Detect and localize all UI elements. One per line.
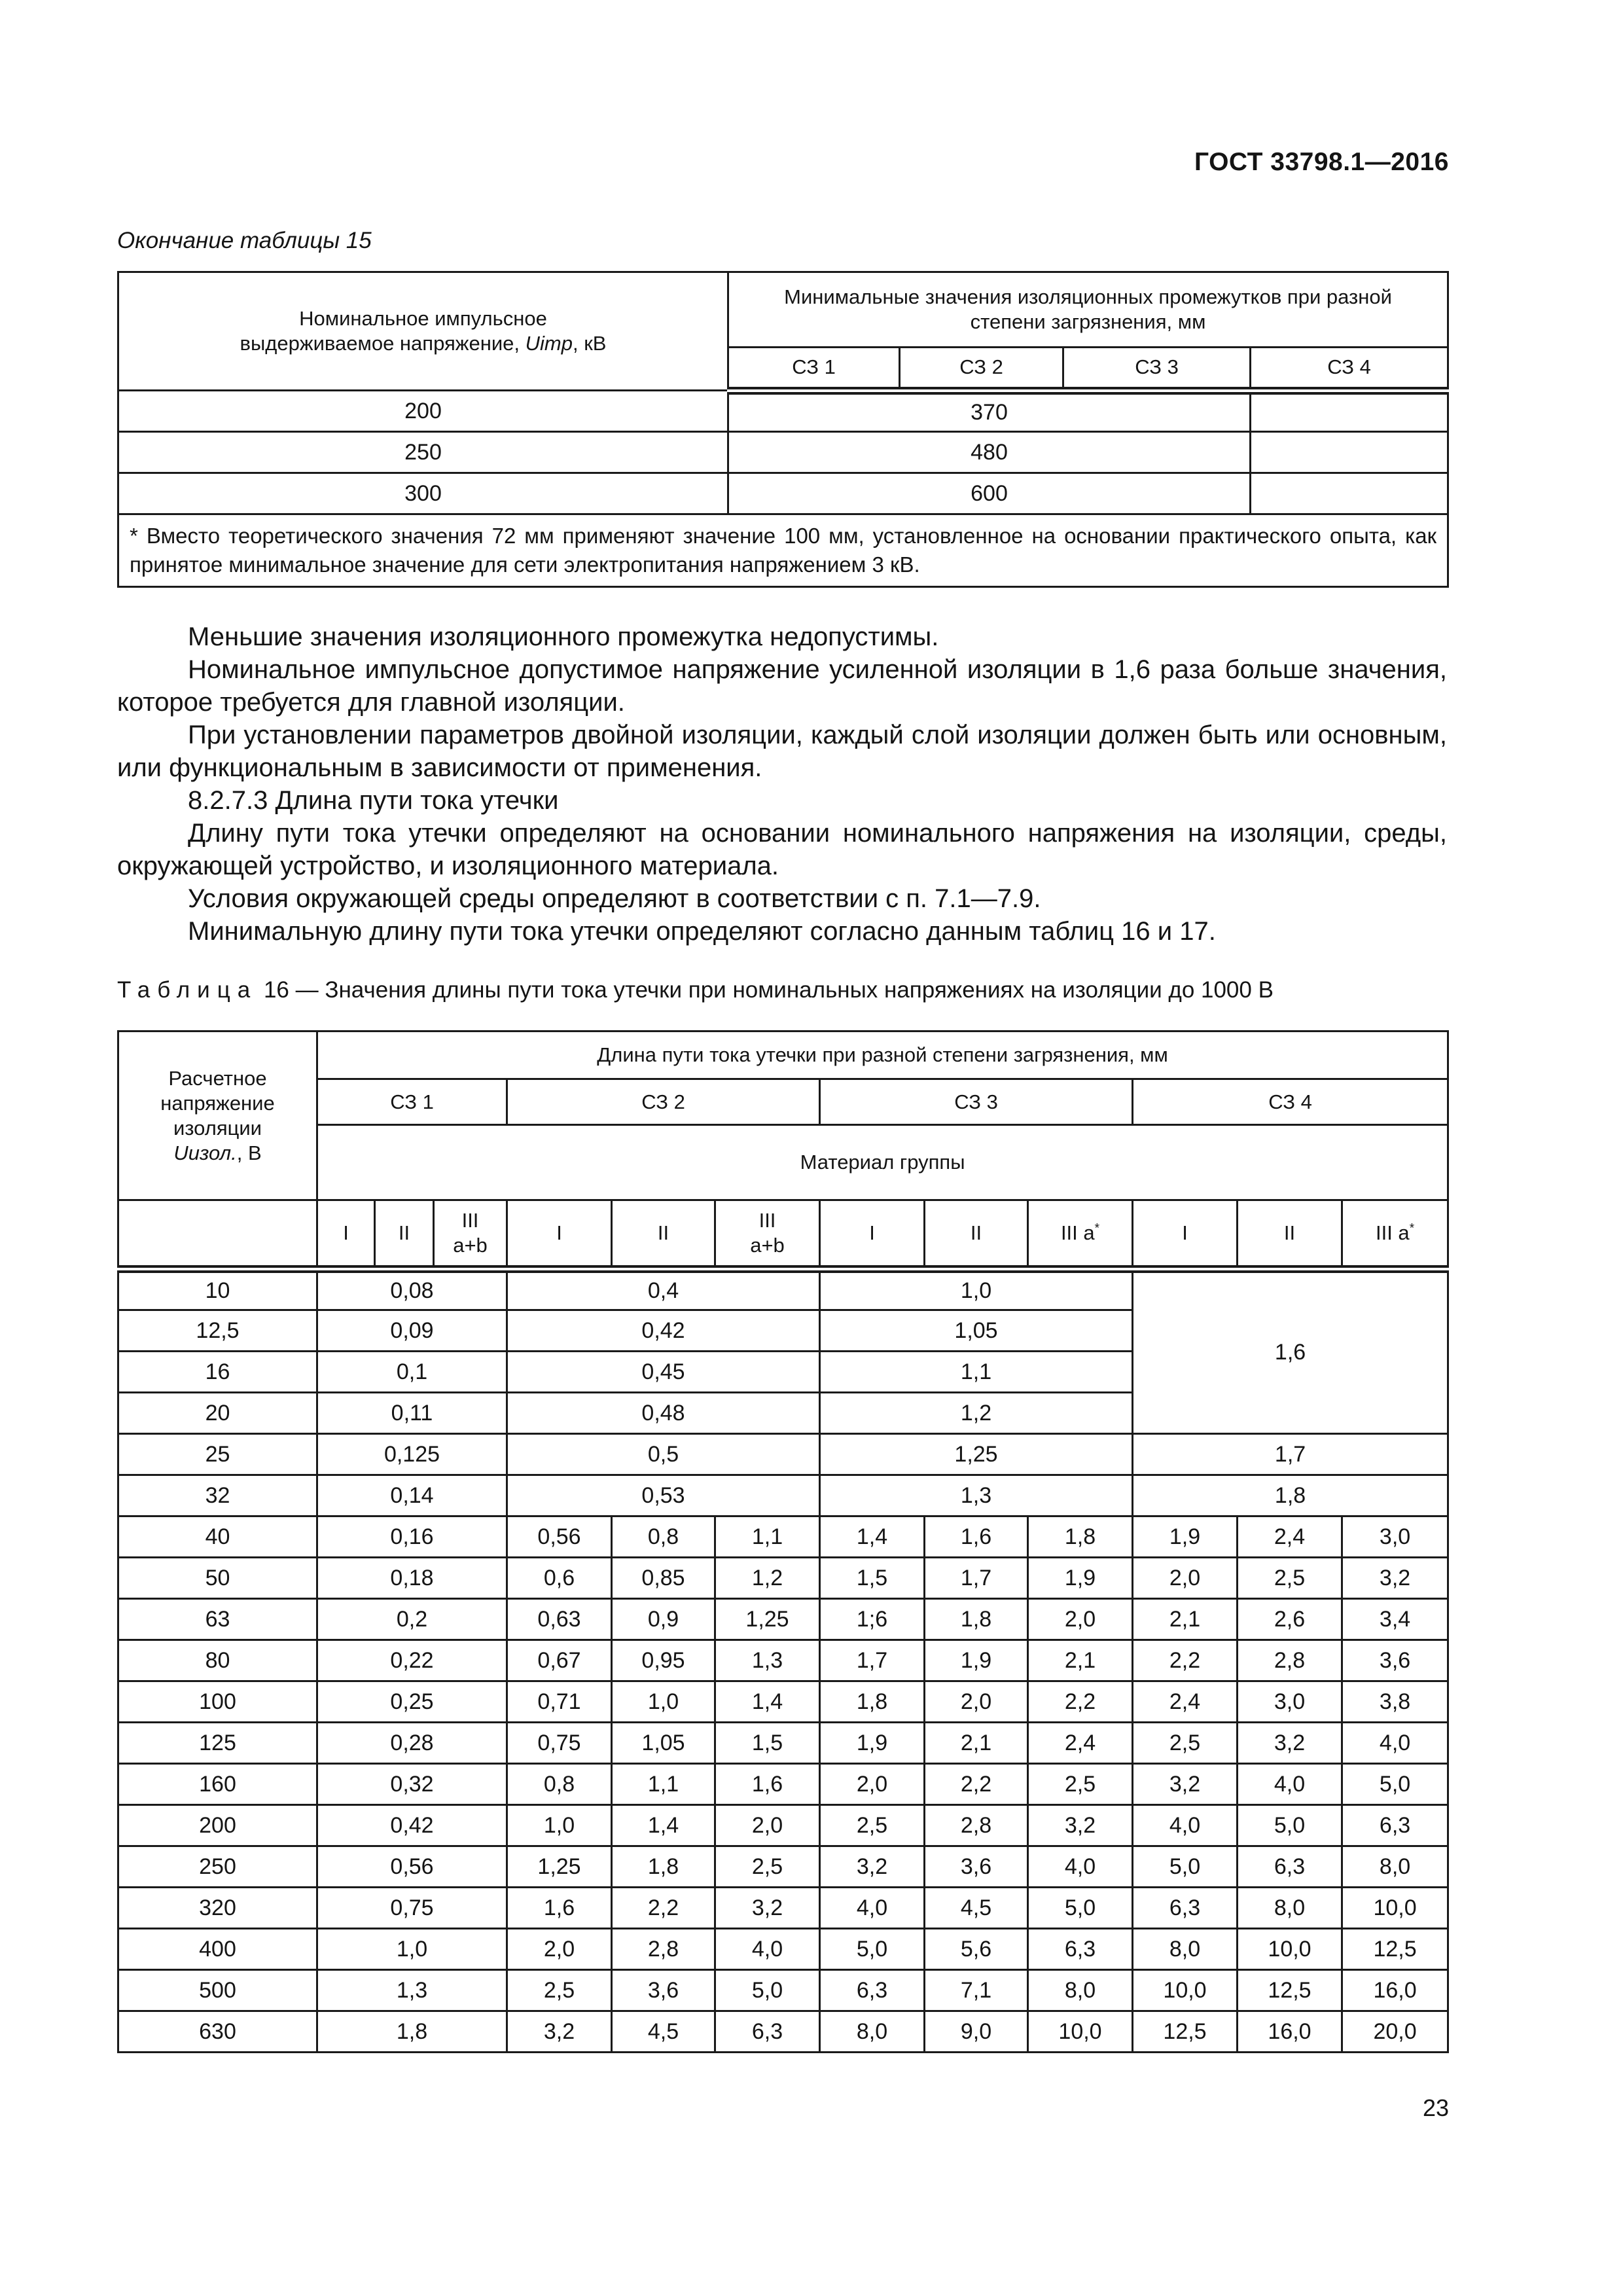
- table-cell: 0,09: [317, 1310, 507, 1352]
- table-cell: 2,5: [1028, 1764, 1133, 1805]
- voltage-cell: 10: [118, 1269, 317, 1310]
- table-cell: 4,5: [925, 1888, 1028, 1929]
- table-cell: 0,67: [507, 1640, 612, 1681]
- table-cell: 0,08: [317, 1269, 507, 1310]
- paragraph: Условия окружающей среды определяют в соответствии с п. 7.1—7.9.: [188, 884, 1041, 913]
- table-row: [118, 1888, 1448, 1929]
- table-cell: 2,8: [1238, 1640, 1342, 1681]
- table-cell: 3,4: [1342, 1599, 1448, 1640]
- table-cell: 0,5: [507, 1434, 820, 1475]
- table-row: [118, 1723, 1448, 1764]
- table16-sz2-header: СЗ 2: [507, 1079, 820, 1125]
- table-cell: 1,3: [820, 1475, 1133, 1516]
- voltage-cell: 50: [118, 1558, 317, 1599]
- table16-sz4-header: СЗ 4: [1133, 1079, 1448, 1125]
- table-cell: 2,8: [612, 1929, 715, 1970]
- table-cell: 0,63: [507, 1599, 612, 1640]
- table-cell: 3,2: [715, 1888, 820, 1929]
- table-cell: 1,25: [820, 1434, 1133, 1475]
- table-cell: 1,0: [820, 1269, 1133, 1310]
- table-cell: 3,0: [1342, 1516, 1448, 1558]
- table-cell: 3,8: [1342, 1681, 1448, 1723]
- table-cell: 2,0: [1028, 1599, 1133, 1640]
- table-row: [118, 1846, 1448, 1888]
- table-cell: 1,7: [1133, 1434, 1448, 1475]
- table-cell: 1,6: [925, 1516, 1028, 1558]
- table-cell: 2,4: [1028, 1723, 1133, 1764]
- paragraph: Меньшие значения изоляционного промежутка недопустимы.: [188, 622, 939, 651]
- voltage-cell: 40: [118, 1516, 317, 1558]
- table-cell: 8,0: [1238, 1888, 1342, 1929]
- paragraph: Минимальную длину пути тока утечки определяют согласно данным таблиц 16 и 17.: [188, 917, 1216, 946]
- material-group-i: I: [1133, 1200, 1238, 1269]
- table-cell: 1,6: [715, 1764, 820, 1805]
- table-cell: 1,3: [317, 1970, 507, 2011]
- table-cell: 0,25: [317, 1681, 507, 1723]
- table-cell: 1,05: [820, 1310, 1133, 1352]
- table-row: [118, 1640, 1448, 1681]
- table-cell: 12,5: [1133, 2011, 1238, 2053]
- table-cell: 1,4: [715, 1681, 820, 1723]
- table-cell: 3,6: [925, 1846, 1028, 1888]
- table-cell: 2,1: [1028, 1640, 1133, 1681]
- voltage-cell: 16: [118, 1352, 317, 1393]
- table-cell: 0,8: [612, 1516, 715, 1558]
- table16-body: [118, 1031, 1448, 2053]
- voltage-cell: 630: [118, 2011, 317, 2053]
- table-row: 200 370: [118, 391, 1448, 432]
- voltage-cell: 20: [118, 1393, 317, 1434]
- table-cell: 2,6: [1238, 1599, 1342, 1640]
- voltage-cell: 125: [118, 1723, 317, 1764]
- table-cell: 1,0: [612, 1681, 715, 1723]
- table-cell: 6,3: [1133, 1888, 1238, 1929]
- table-cell: 6,3: [1238, 1846, 1342, 1888]
- table15: [117, 271, 1449, 588]
- table-cell: 1,9: [1133, 1516, 1238, 1558]
- table-cell: 1,1: [820, 1352, 1133, 1393]
- table-cell: 3,2: [1342, 1558, 1448, 1599]
- table-cell: 2,4: [1238, 1516, 1342, 1558]
- table-cell: 1,5: [820, 1558, 925, 1599]
- table-cell: 1,1: [715, 1516, 820, 1558]
- voltage-cell: 500: [118, 1970, 317, 2011]
- table16: [117, 1030, 1449, 2053]
- table-cell: 2,1: [925, 1723, 1028, 1764]
- page-number: 23: [1422, 2094, 1449, 2121]
- table-cell: 8,0: [1133, 1929, 1238, 1970]
- table-row: [118, 1434, 1448, 1475]
- table-cell: 0,71: [507, 1681, 612, 1723]
- voltage-cell: 25: [118, 1434, 317, 1475]
- table-cell: 2,0: [507, 1929, 612, 1970]
- voltage-cell: 160: [118, 1764, 317, 1805]
- table-cell: 16,0: [1238, 2011, 1342, 2053]
- table-cell: 10,0: [1028, 2011, 1133, 2053]
- table-cell: 1,3: [715, 1640, 820, 1681]
- body-text: [117, 620, 1447, 948]
- table-cell: 9,0: [925, 2011, 1028, 2053]
- table-cell: 1,1: [612, 1764, 715, 1805]
- table16-material-header: Материал группы: [317, 1125, 1448, 1200]
- table-cell: 10,0: [1133, 1970, 1238, 2011]
- material-group-iii-ab: III a+b: [715, 1200, 820, 1269]
- table16-sz3-header: СЗ 3: [820, 1079, 1133, 1125]
- table-cell: 0,14: [317, 1475, 507, 1516]
- table-cell: 2,5: [1133, 1723, 1238, 1764]
- table-cell: 0,18: [317, 1558, 507, 1599]
- voltage-cell: 63: [118, 1599, 317, 1640]
- table-cell: 0,22: [317, 1640, 507, 1681]
- table-cell: 4,0: [1133, 1805, 1238, 1846]
- table-cell: 1,2: [715, 1558, 820, 1599]
- section-heading: 8.2.7.3 Длина пути тока утечки: [188, 786, 559, 815]
- table-cell: 0,48: [507, 1393, 820, 1434]
- table-cell: 0,56: [317, 1846, 507, 1888]
- table-row: 250 480: [118, 432, 1448, 473]
- table-cell: 5,0: [1342, 1764, 1448, 1805]
- table-cell: 10,0: [1238, 1929, 1342, 1970]
- table-cell: 6,3: [1028, 1929, 1133, 1970]
- table-row: [118, 1681, 1448, 1723]
- table-cell: 12,5: [1238, 1970, 1342, 2011]
- table-cell: 4,5: [612, 2011, 715, 2053]
- table-cell: 1,05: [612, 1723, 715, 1764]
- table-cell: 1,9: [820, 1723, 925, 1764]
- table-cell: 2,5: [1238, 1558, 1342, 1599]
- table-cell: 1,7: [820, 1640, 925, 1681]
- table-cell: 5,0: [1133, 1846, 1238, 1888]
- table-cell: 8,0: [820, 2011, 925, 2053]
- voltage-cell: 320: [118, 1888, 317, 1929]
- table-cell: 2,0: [715, 1805, 820, 1846]
- table-cell: 3,2: [1028, 1805, 1133, 1846]
- voltage-cell: 100: [118, 1681, 317, 1723]
- table-cell: 1,4: [612, 1805, 715, 1846]
- table-cell: 2,4: [1133, 1681, 1238, 1723]
- table-cell: 4,0: [1238, 1764, 1342, 1805]
- table-row: [118, 1764, 1448, 1805]
- table-row: [118, 1269, 1448, 1310]
- table15-footnote: * Вместо теоретического значения 72 мм применяют значение 100 мм, установленное на основании практического опыта, как принятое минимальное значение для сети электропитания напряжением 3 кВ.: [118, 514, 1448, 587]
- table-cell: 3,0: [1238, 1681, 1342, 1723]
- table-cell: 2,8: [925, 1805, 1028, 1846]
- table-cell: 5,0: [715, 1970, 820, 2011]
- table-cell: 2,2: [925, 1764, 1028, 1805]
- table-cell: 3,6: [1342, 1640, 1448, 1681]
- table15-sz2-header: СЗ 2: [900, 348, 1063, 391]
- material-group-i: I: [507, 1200, 612, 1269]
- table-cell: 1,8: [1028, 1516, 1133, 1558]
- table-cell: 1,8: [612, 1846, 715, 1888]
- voltage-cell: 32: [118, 1475, 317, 1516]
- material-group-ii: II: [375, 1200, 434, 1269]
- table-cell: 6,3: [820, 1970, 925, 2011]
- voltage-cell: 400: [118, 1929, 317, 1970]
- table-cell: 0,85: [612, 1558, 715, 1599]
- table-cell: 0,53: [507, 1475, 820, 1516]
- table-cell: 2,2: [1133, 1640, 1238, 1681]
- table-cell: 2,5: [715, 1846, 820, 1888]
- table-cell: 0,95: [612, 1640, 715, 1681]
- table-row: [118, 1970, 1448, 2011]
- table-cell: 0,11: [317, 1393, 507, 1434]
- table-cell: 1,7: [925, 1558, 1028, 1599]
- document-code: ГОСТ 33798.1—2016: [1194, 148, 1449, 176]
- table-cell: 2,1: [1133, 1599, 1238, 1640]
- table-cell: 5,6: [925, 1929, 1028, 1970]
- sz4-merged-cell: 1,6: [1133, 1269, 1448, 1434]
- table-cell: 8,0: [1342, 1846, 1448, 1888]
- table15-voltage-header: Номинальное импульсное выдерживаемое напряжение, Uimp, кВ: [118, 272, 728, 391]
- voltage-cell: 200: [118, 1805, 317, 1846]
- table-cell: 1,8: [1133, 1475, 1448, 1516]
- table-cell: 2,0: [925, 1681, 1028, 1723]
- table-row: [118, 1599, 1448, 1640]
- table-cell: 5,0: [1028, 1888, 1133, 1929]
- table-cell: 1,2: [820, 1393, 1133, 1434]
- paragraph: Номинальное импульсное допустимое напряжение усиленной изоляции в 1,6 раза больше значения, которое требуется для главной изоляции.: [117, 655, 1447, 717]
- table-cell: 1,0: [507, 1805, 612, 1846]
- table-cell: 1,4: [820, 1516, 925, 1558]
- material-group-iii-ab: III a+b: [434, 1200, 507, 1269]
- table-cell: 0,56: [507, 1516, 612, 1558]
- table-cell: 3,2: [1238, 1723, 1342, 1764]
- table-cell: 0,4: [507, 1269, 820, 1310]
- table-cell: 0,75: [507, 1723, 612, 1764]
- table-cell: 1,25: [507, 1846, 612, 1888]
- paragraph: При установлении параметров двойной изоляции, каждый слой изоляции должен быть или основным, или функциональным в зависимости от применения.: [117, 721, 1447, 782]
- table15-sz4-header: СЗ 4: [1251, 348, 1448, 391]
- material-group-ii: II: [612, 1200, 715, 1269]
- table-row: [118, 1805, 1448, 1846]
- table-cell: 3,6: [612, 1970, 715, 2011]
- table15-sz1-header: СЗ 1: [728, 348, 900, 391]
- table-row: [118, 1475, 1448, 1516]
- table-row: [118, 1929, 1448, 1970]
- material-group-iiia: III a*: [1342, 1200, 1448, 1269]
- table-cell: 0,125: [317, 1434, 507, 1475]
- table-cell: 2,2: [1028, 1681, 1133, 1723]
- table-cell: 2,0: [1133, 1558, 1238, 1599]
- table-cell: 4,0: [715, 1929, 820, 1970]
- table-cell: 10,0: [1342, 1888, 1448, 1929]
- table-cell: 0,32: [317, 1764, 507, 1805]
- material-group-i: I: [820, 1200, 925, 1269]
- table-cell: 2,0: [820, 1764, 925, 1805]
- table-cell: 2,5: [507, 1970, 612, 2011]
- table-cell: 0,1: [317, 1352, 507, 1393]
- table-cell: 1,8: [317, 2011, 507, 2053]
- table-cell: 2,5: [820, 1805, 925, 1846]
- table-cell: 6,3: [1342, 1805, 1448, 1846]
- table16-group-header: Длина пути тока утечки при разной степени загрязнения, мм: [317, 1031, 1448, 1079]
- table-row: [118, 1516, 1448, 1558]
- voltage-cell: 250: [118, 1846, 317, 1888]
- table-cell: 16,0: [1342, 1970, 1448, 2011]
- material-group-i: I: [317, 1200, 375, 1269]
- table-cell: 3,2: [820, 1846, 925, 1888]
- table-cell: 1,9: [925, 1640, 1028, 1681]
- table-cell: 0,9: [612, 1599, 715, 1640]
- table-cell: 0,42: [507, 1310, 820, 1352]
- table-cell: 1,8: [820, 1681, 925, 1723]
- table-cell: 4,0: [1342, 1723, 1448, 1764]
- table-cell: 0,8: [507, 1764, 612, 1805]
- table-cell: 6,3: [715, 2011, 820, 2053]
- paragraph: Длину пути тока утечки определяют на основании номинального напряжения на изоляции, среды, окружающей устройство, и изоляционного материала.: [117, 819, 1447, 880]
- table15-continuation-title: Окончание таблицы 15: [117, 228, 372, 253]
- table15-sz3-header: СЗ 3: [1063, 348, 1251, 391]
- table-cell: 7,1: [925, 1970, 1028, 2011]
- table-cell: 0,6: [507, 1558, 612, 1599]
- table-cell: 1,9: [1028, 1558, 1133, 1599]
- material-group-ii: II: [925, 1200, 1028, 1269]
- table16-title: Таблица 16 — Значения длины пути тока утечки при номинальных напряжениях на изоляции до 1000 В: [117, 977, 1274, 1003]
- table16-sz1-header: СЗ 1: [317, 1079, 507, 1125]
- table-row: [118, 2011, 1448, 2053]
- table15-group-header: Минимальные значения изоляционных промежутков при разной степени загрязнения, мм: [728, 272, 1448, 348]
- table-cell: 3,2: [507, 2011, 612, 2053]
- voltage-cell: 80: [118, 1640, 317, 1681]
- voltage-cell: 12,5: [118, 1310, 317, 1352]
- table-cell: 5,0: [820, 1929, 925, 1970]
- table-cell: 4,0: [820, 1888, 925, 1929]
- table-cell: 4,0: [1028, 1846, 1133, 1888]
- table16-voltage-header: Расчетное напряжение изоляции Uизол., В: [118, 1031, 317, 1200]
- table-row: [118, 1558, 1448, 1599]
- table-cell: 5,0: [1238, 1805, 1342, 1846]
- table-row: 300 600: [118, 473, 1448, 514]
- table-cell: 1,6: [507, 1888, 612, 1929]
- table-cell: 2,2: [612, 1888, 715, 1929]
- table-cell: 8,0: [1028, 1970, 1133, 2011]
- table-cell: 3,2: [1133, 1764, 1238, 1805]
- table-cell: 1,8: [925, 1599, 1028, 1640]
- table-cell: 0,75: [317, 1888, 507, 1929]
- table-cell: 1,5: [715, 1723, 820, 1764]
- table-cell: 0,16: [317, 1516, 507, 1558]
- material-group-ii: II: [1238, 1200, 1342, 1269]
- table-cell: 0,45: [507, 1352, 820, 1393]
- table-cell: 1;6: [820, 1599, 925, 1640]
- table-cell: 20,0: [1342, 2011, 1448, 2053]
- table-cell: 0,42: [317, 1805, 507, 1846]
- table-cell: 0,2: [317, 1599, 507, 1640]
- material-group-iiia: III a*: [1028, 1200, 1133, 1269]
- table-cell: 1,0: [317, 1929, 507, 1970]
- table-cell: 0,28: [317, 1723, 507, 1764]
- table-cell: 12,5: [1342, 1929, 1448, 1970]
- table-cell: 1,25: [715, 1599, 820, 1640]
